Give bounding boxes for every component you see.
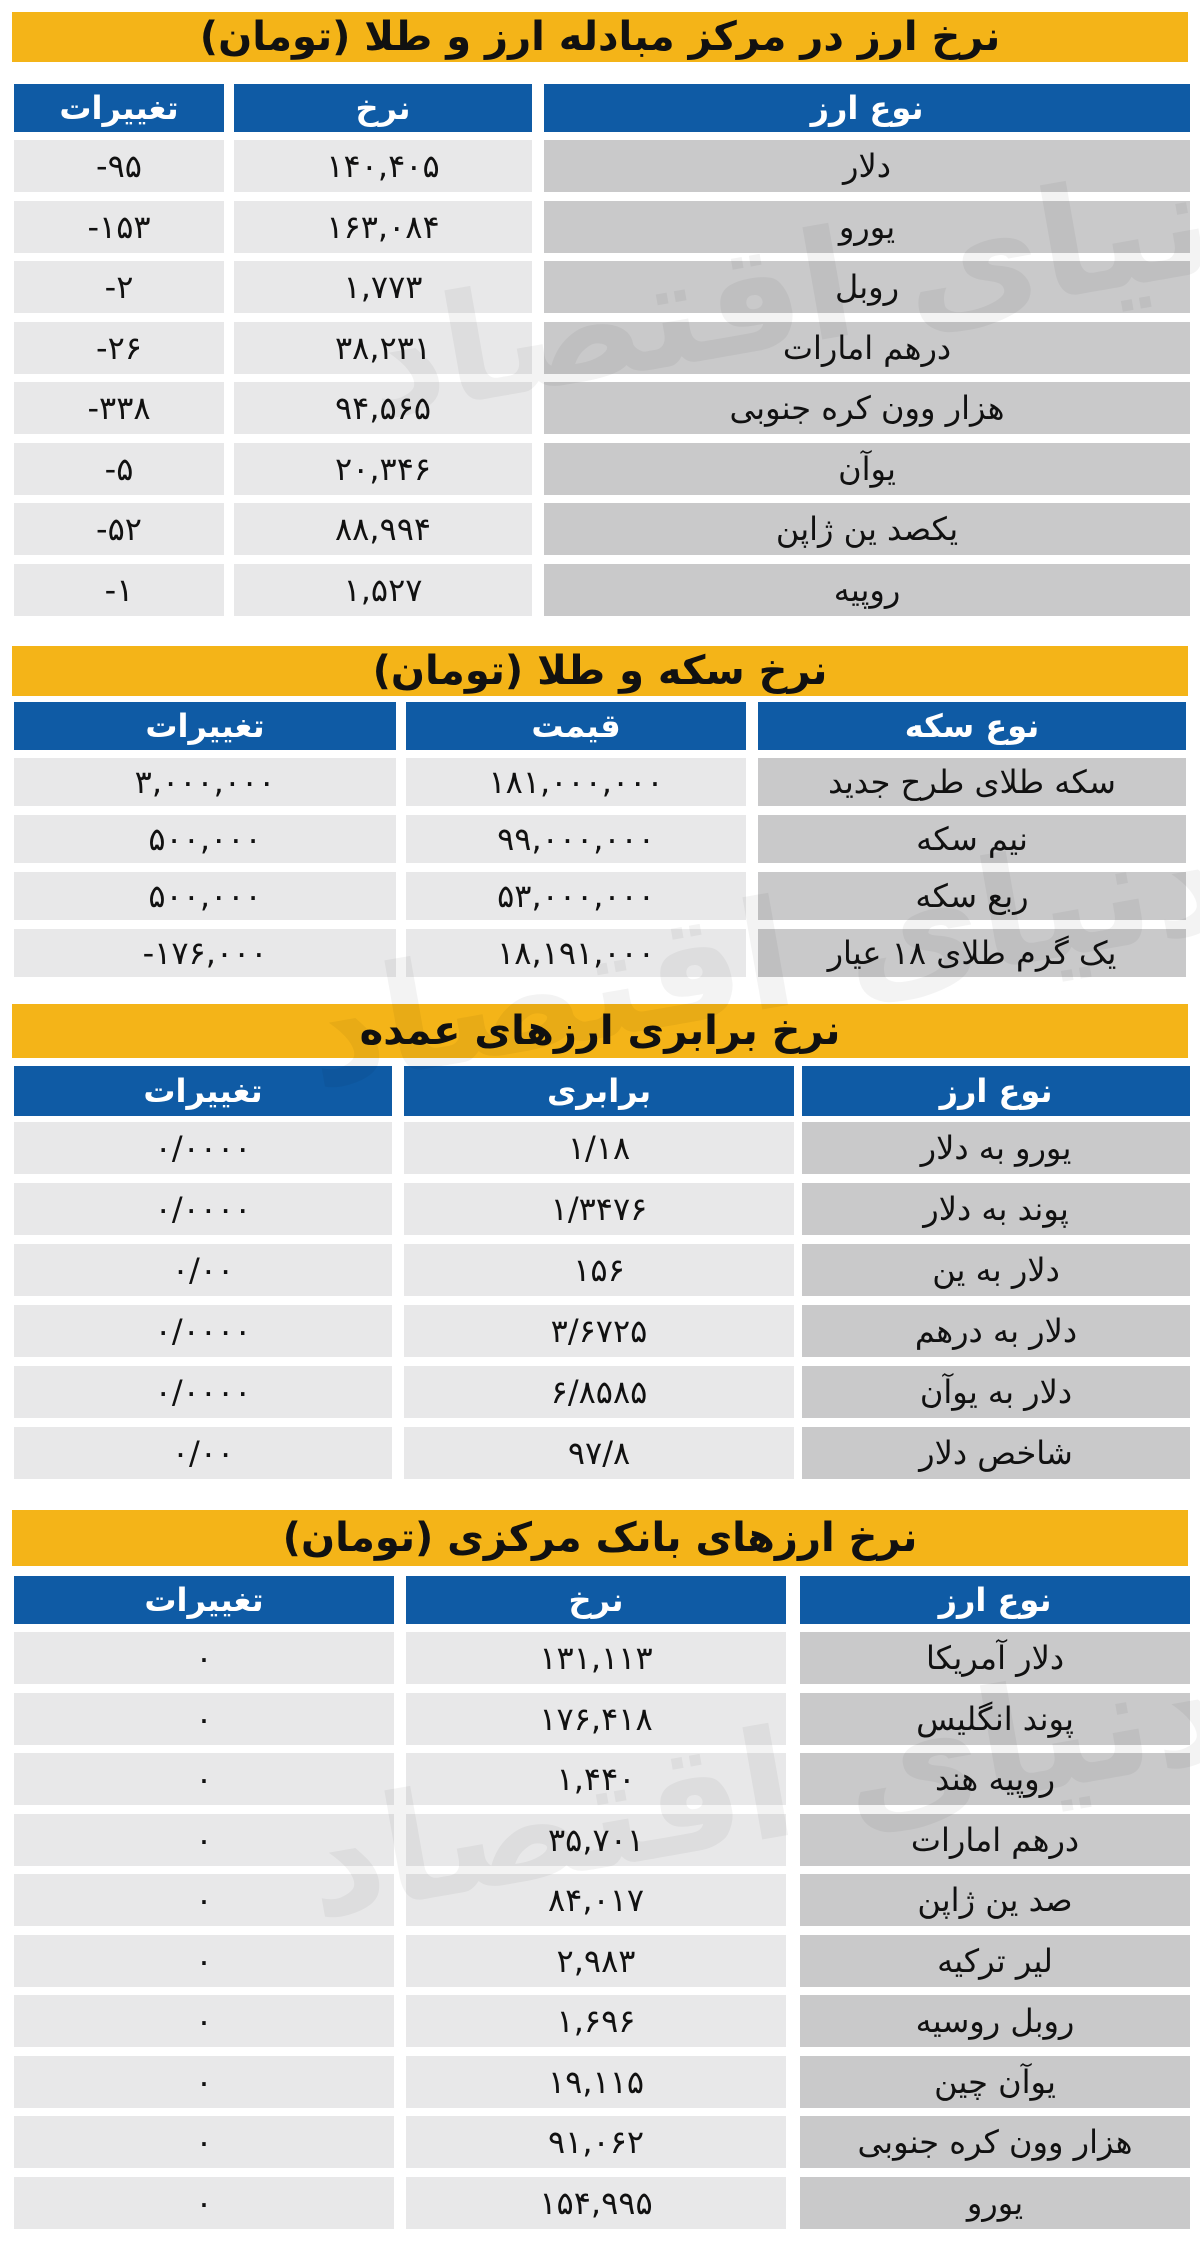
rate-value — [234, 503, 532, 555]
change-text: ۰/۰۰۰۰ — [154, 1190, 252, 1228]
currency-name: صد ین ژاپن — [800, 1874, 1190, 1926]
currency-name: دلار به یوآن — [802, 1366, 1190, 1418]
change-value — [14, 2116, 394, 2168]
currency-name: روبل روسیه — [800, 1995, 1190, 2047]
currency-name: درهم امارات — [800, 1814, 1190, 1866]
currency-name: یکصد ین ژاپن — [544, 503, 1190, 555]
table-row — [0, 815, 1200, 863]
rate-text: ۱/۱۸ — [567, 1129, 631, 1167]
currency-name: دلار به درهم — [802, 1305, 1190, 1357]
change-value — [14, 140, 224, 192]
rate-value — [234, 201, 532, 253]
currency-name: نیم سکه — [758, 815, 1186, 863]
rate-text: ۱۳۱,۱۱۳ — [539, 1639, 653, 1677]
change-value — [14, 261, 224, 313]
table-row — [0, 1305, 1200, 1357]
rate-text: ۱۵۶ — [573, 1251, 625, 1289]
rate-text: ۳۸,۲۳۱ — [334, 328, 432, 367]
header-val: برابری — [404, 1066, 794, 1116]
rate-text: ۱۵۴,۹۹۵ — [539, 2183, 653, 2222]
currency-name: یوآن چین — [800, 2056, 1190, 2108]
change-text: ۰/۰۰ — [171, 1434, 235, 1472]
change-value — [14, 1183, 392, 1235]
rate-text: ۳۵,۷۰۱ — [547, 1820, 645, 1859]
table-row — [0, 758, 1200, 806]
rate-text: ۱۸,۱۹۱,۰۰۰ — [497, 934, 655, 972]
rate-value — [234, 382, 532, 434]
change-text: ۰/۰۰ — [171, 1251, 235, 1289]
table-row — [0, 1874, 1200, 1926]
header-val: نرخ — [234, 84, 532, 132]
table-row — [0, 872, 1200, 920]
change-value — [14, 1632, 394, 1684]
rate-value — [404, 1427, 794, 1479]
rate-value — [406, 2116, 786, 2168]
change-value — [14, 1693, 394, 1745]
currency-name: روبل — [544, 261, 1190, 313]
header-name: نوع ارز — [800, 1576, 1190, 1624]
rate-value — [234, 443, 532, 495]
change-value — [14, 1753, 394, 1805]
change-value — [14, 1874, 394, 1926]
rate-value — [406, 1753, 786, 1805]
table-row — [0, 1183, 1200, 1235]
change-text: -۳۳۸ — [87, 389, 151, 427]
change-text: ۰ — [195, 1820, 213, 1859]
table-row — [0, 1693, 1200, 1745]
change-text: -۱۷۶,۰۰۰ — [142, 934, 268, 972]
change-value — [14, 815, 396, 863]
change-value — [14, 201, 224, 253]
change-text: ۳,۰۰۰,۰۰۰ — [134, 763, 276, 801]
rate-text: ۹۴,۵۶۵ — [334, 389, 432, 427]
change-text: ۰ — [195, 2123, 213, 2161]
rate-text: ۹۹,۰۰۰,۰۰۰ — [497, 820, 655, 858]
change-value — [14, 1995, 394, 2047]
rate-value — [406, 872, 746, 920]
rate-value — [406, 1874, 786, 1926]
rate-text: ۱۸۱,۰۰۰,۰۰۰ — [488, 763, 664, 801]
rate-value — [234, 261, 532, 313]
change-text: ۰/۰۰۰۰ — [154, 1129, 252, 1167]
header-chg: تغییرات — [14, 1066, 392, 1116]
table-row — [0, 322, 1200, 374]
change-value — [14, 2177, 394, 2229]
header-val: نرخ — [406, 1576, 786, 1624]
table-row — [0, 201, 1200, 253]
change-value — [14, 382, 224, 434]
table-header — [0, 84, 1200, 132]
change-text: -۲ — [104, 268, 134, 306]
rate-text: ۹۷/۸ — [567, 1434, 631, 1472]
change-text: ۰ — [195, 2062, 213, 2101]
rate-value — [404, 1244, 794, 1296]
rate-value — [406, 1693, 786, 1745]
table-row — [0, 1366, 1200, 1418]
table-row — [0, 1995, 1200, 2047]
header-name: نوع ارز — [802, 1066, 1190, 1116]
currency-name: یوآن — [544, 443, 1190, 495]
rate-value — [404, 1183, 794, 1235]
rate-value — [404, 1122, 794, 1174]
currency-name: روپیه هند — [800, 1753, 1190, 1805]
rate-text: ۱۷۶,۴۱۸ — [539, 1699, 653, 1738]
table-header — [0, 1066, 1200, 1116]
change-text: ۵۰۰,۰۰۰ — [148, 820, 262, 858]
rate-text: ۱/۳۴۷۶ — [550, 1190, 648, 1228]
change-text: ۰ — [195, 2183, 213, 2222]
change-text: -۲۶ — [96, 328, 142, 367]
rate-text: ۲۰,۳۴۶ — [334, 449, 432, 488]
currency-name: سکه طلای طرح جدید — [758, 758, 1186, 806]
currency-name: یورو به دلار — [802, 1122, 1190, 1174]
rate-value — [234, 322, 532, 374]
currency-name: دلار — [544, 140, 1190, 192]
change-text: -۹۵ — [96, 147, 142, 185]
change-text: ۰/۰۰۰۰ — [154, 1373, 252, 1411]
header-name: نوع ارز — [544, 84, 1190, 132]
section-title: نرخ برابری ارزهای عمده — [12, 1004, 1188, 1058]
rate-value — [234, 564, 532, 616]
rate-value — [406, 1995, 786, 2047]
table-row — [0, 261, 1200, 313]
change-value — [14, 1366, 392, 1418]
change-value — [14, 1305, 392, 1357]
change-value — [14, 503, 224, 555]
table-row — [0, 564, 1200, 616]
rate-value — [234, 140, 532, 192]
change-text: ۰ — [195, 1941, 213, 1980]
currency-name: هزار وون کره جنوبی — [544, 382, 1190, 434]
table-row — [0, 1122, 1200, 1174]
rate-text: ۵۳,۰۰۰,۰۰۰ — [497, 877, 655, 915]
rate-value — [406, 1632, 786, 1684]
table-row — [0, 1427, 1200, 1479]
currency-name: یورو — [544, 201, 1190, 253]
change-value — [14, 1244, 392, 1296]
rate-value — [406, 2056, 786, 2108]
rate-value — [404, 1305, 794, 1357]
change-text: ۰ — [195, 1760, 213, 1798]
change-text: -۱۵۳ — [87, 207, 151, 246]
change-value — [14, 443, 224, 495]
change-value — [14, 929, 396, 977]
rate-text: ۸۴,۰۱۷ — [547, 1881, 645, 1919]
rate-text: ۹۱,۰۶۲ — [547, 2123, 645, 2161]
rate-text: ۱,۶۹۶ — [556, 2002, 636, 2040]
rate-text: ۸۸,۹۹۴ — [334, 510, 432, 548]
table-row — [0, 1814, 1200, 1866]
rate-value — [406, 2177, 786, 2229]
change-value — [14, 1427, 392, 1479]
rate-text: ۱,۷۷۳ — [343, 268, 423, 306]
table-row — [0, 2177, 1200, 2229]
rate-text: ۲,۹۸۳ — [556, 1941, 636, 1980]
currency-name: پوند انگلیس — [800, 1693, 1190, 1745]
rate-value — [406, 758, 746, 806]
currency-name: پوند به دلار — [802, 1183, 1190, 1235]
currency-name: ربع سکه — [758, 872, 1186, 920]
currency-name: دلار به ین — [802, 1244, 1190, 1296]
change-text: -۱ — [104, 570, 134, 609]
change-value — [14, 322, 224, 374]
change-value — [14, 1935, 394, 1987]
change-text: ۵۰۰,۰۰۰ — [148, 877, 262, 915]
change-text: ۰ — [195, 1699, 213, 1738]
change-value — [14, 1122, 392, 1174]
change-value — [14, 2056, 394, 2108]
change-value — [14, 758, 396, 806]
currency-name: شاخص دلار — [802, 1427, 1190, 1479]
change-text: -۵۲ — [96, 510, 142, 548]
change-value — [14, 564, 224, 616]
table-row — [0, 2116, 1200, 2168]
rate-value — [406, 815, 746, 863]
header-chg: تغییرات — [14, 702, 396, 750]
table-header — [0, 1576, 1200, 1624]
table-row — [0, 140, 1200, 192]
rate-text: ۱۶۳,۰۸۴ — [326, 207, 440, 246]
table-row — [0, 503, 1200, 555]
rate-text: ۱,۴۴۰ — [556, 1760, 636, 1798]
change-text: ۰ — [195, 1639, 213, 1677]
change-text: -۵ — [104, 449, 134, 488]
table-row — [0, 1244, 1200, 1296]
section-title: نرخ سکه و طلا (تومان) — [12, 646, 1188, 696]
rate-text: ۱۹,۱۱۵ — [547, 2062, 645, 2101]
header-name: نوع سکه — [758, 702, 1186, 750]
table-header — [0, 702, 1200, 750]
header-val: قیمت — [406, 702, 746, 750]
rate-text: ۶/۸۵۸۵ — [550, 1373, 648, 1411]
section-title: نرخ ارزهای بانک مرکزی (تومان) — [12, 1510, 1188, 1566]
currency-name: درهم امارات — [544, 322, 1190, 374]
rate-value — [406, 1935, 786, 1987]
currency-name: روپیه — [544, 564, 1190, 616]
header-chg: تغییرات — [14, 1576, 394, 1624]
currency-name: لیر ترکیه — [800, 1935, 1190, 1987]
table-row — [0, 382, 1200, 434]
currency-name: یک گرم طلای ۱۸ عیار — [758, 929, 1186, 977]
change-text: ۰/۰۰۰۰ — [154, 1312, 252, 1350]
section-title: نرخ ارز در مرکز مبادله ارز و طلا (تومان) — [12, 12, 1188, 62]
table-row — [0, 929, 1200, 977]
table-row — [0, 1632, 1200, 1684]
change-value — [14, 872, 396, 920]
change-text: ۰ — [195, 1881, 213, 1919]
rate-value — [406, 929, 746, 977]
change-value — [14, 1814, 394, 1866]
currency-name: دلار آمریکا — [800, 1632, 1190, 1684]
rate-text: ۳/۶۷۲۵ — [550, 1312, 648, 1350]
currency-name: یورو — [800, 2177, 1190, 2229]
rate-value — [406, 1814, 786, 1866]
header-chg: تغییرات — [14, 84, 224, 132]
table-row — [0, 1935, 1200, 1987]
currency-name: هزار وون کره جنوبی — [800, 2116, 1190, 2168]
table-row — [0, 2056, 1200, 2108]
rate-value — [404, 1366, 794, 1418]
change-text: ۰ — [195, 2002, 213, 2040]
rate-text: ۱,۵۲۷ — [343, 570, 423, 609]
table-row — [0, 1753, 1200, 1805]
table-row — [0, 443, 1200, 495]
rate-text: ۱۴۰,۴۰۵ — [326, 147, 440, 185]
